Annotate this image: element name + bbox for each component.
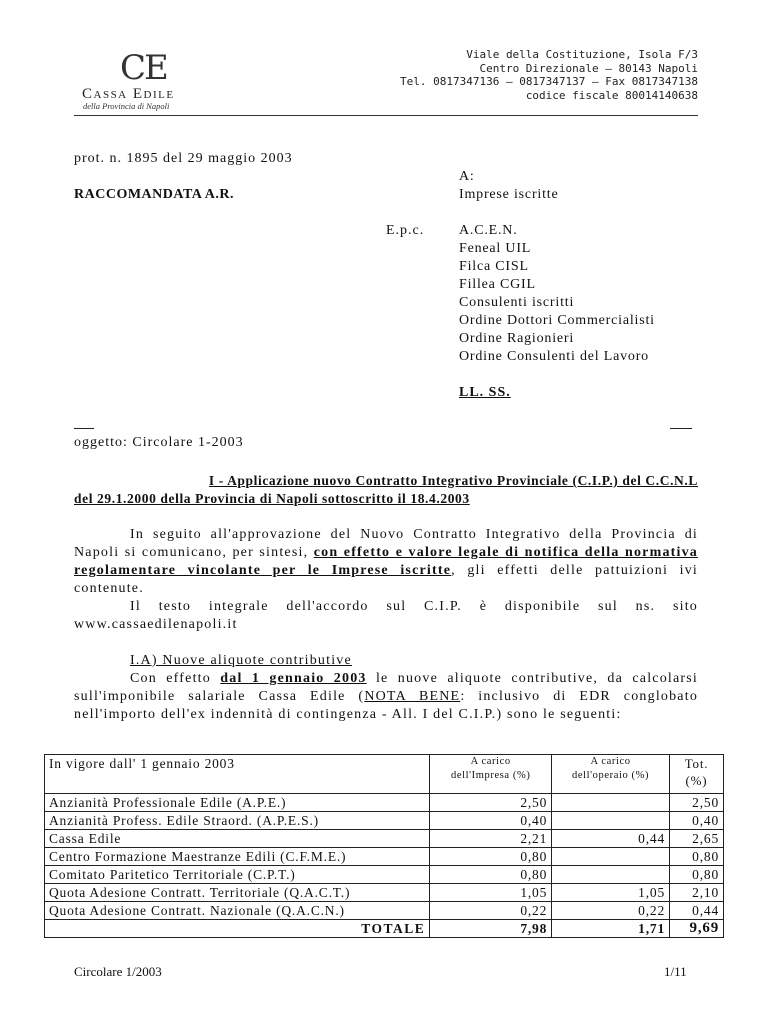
- header-period: In vigore dall' 1 gennaio 2003: [45, 755, 430, 794]
- recipient-item: Fillea CGIL: [459, 277, 536, 292]
- total-label: TOTALE: [45, 920, 430, 938]
- table-total-row: [45, 920, 724, 938]
- protocol-line: prot. n. 1895 del 29 maggio 2003: [74, 151, 293, 166]
- address-line: Centro Direzionale – 80143 Napoli: [479, 61, 698, 75]
- contribution-rates-table: [44, 754, 724, 938]
- row-operaio: 1,05: [552, 884, 670, 902]
- row-impresa: 2,21: [430, 830, 552, 848]
- recipient-a-label: A:: [459, 169, 475, 184]
- header-impresa-l2: dell'Impresa (%): [451, 770, 531, 781]
- paragraph-rates-text: le nuove aliquote contributive, da calcolarsi sull'imponibile salariale Cassa Edile (: [74, 671, 698, 704]
- paragraph-intro-end: , gli effetti delle pattuizioni ivi contenute.: [74, 563, 698, 596]
- header-impresa-l1: A carico: [470, 756, 511, 767]
- nota-bene-label: NOTA BENE: [364, 689, 461, 704]
- legal-effect-emphasis: con effetto e valore legale di notifica della normativa regolamentare vincolante per le Imprese iscritte: [74, 545, 698, 578]
- effective-date-emphasis: dal 1 gennaio 2003: [220, 671, 367, 686]
- row-impresa: 0,80: [430, 866, 552, 884]
- logo-subtitle: della Provincia di Napoli: [83, 101, 170, 111]
- header-total-l2: (%): [685, 773, 708, 788]
- paragraph-rates: [74, 670, 698, 724]
- table-row: [45, 830, 724, 848]
- total-grand: 9,69: [670, 920, 724, 938]
- epc-recipient-list: [459, 222, 655, 366]
- logo-name: Cassa Edile: [82, 86, 175, 102]
- raccomandata-label: RACCOMANDATA A.R.: [74, 187, 235, 202]
- footer-document-name: Circolare 1/2003: [74, 964, 162, 979]
- header-impresa: [430, 755, 552, 794]
- row-operaio: [552, 812, 670, 830]
- row-label: Comitato Paritetico Territoriale (C.P.T.): [45, 866, 430, 884]
- address-block: [400, 48, 698, 102]
- total-operaio: 1,71: [552, 920, 670, 938]
- recipient-item: Consulenti iscritti: [459, 295, 575, 310]
- address-line: Tel. 0817347136 – 0817347137 – Fax 0817347138: [399, 75, 698, 88]
- row-operaio: [552, 794, 670, 812]
- recipient-item: A.C.E.N.: [459, 223, 518, 238]
- table-header-row: [45, 755, 724, 794]
- paragraph-intro: [74, 526, 698, 598]
- row-total: 0,40: [670, 812, 724, 830]
- table-row: [45, 794, 724, 812]
- paragraph-rates-text: : inclusivo di EDR conglobato nell'importo dell'ex indennità di contingenza - All. I del C.I.P.) sono le seguenti:: [74, 689, 699, 722]
- address-line: Viale della Costituzione, Isola F/3: [466, 48, 698, 61]
- row-total: 0,80: [670, 848, 724, 866]
- section-ia-title: I.A) Nuove aliquote contributive: [130, 653, 352, 668]
- row-total: 0,44: [670, 902, 724, 920]
- row-total: 2,65: [670, 830, 724, 848]
- recipient-a: [459, 168, 559, 204]
- row-operaio: 0,44: [552, 830, 670, 848]
- row-impresa: 0,80: [430, 848, 552, 866]
- row-impresa: 2,50: [430, 794, 552, 812]
- heading-line-2: del 29.1.2000 della Provincia di Napoli sottoscritto il 18.4.2003: [74, 491, 470, 506]
- logo-mark: CE: [120, 48, 167, 88]
- table-row: [45, 866, 724, 884]
- row-impresa: 1,05: [430, 884, 552, 902]
- address-line: codice fiscale 80014140638: [525, 88, 698, 102]
- recipient-item: Filca CISL: [459, 259, 529, 274]
- section-heading: [74, 472, 698, 508]
- header-operaio-l2: dell'operaio (%): [572, 770, 650, 781]
- left-stub-rule: [74, 428, 94, 429]
- footer-page-number: 1/11: [664, 964, 687, 979]
- right-stub-rule: [670, 428, 692, 429]
- row-label: Anzianità Profess. Edile Straord. (A.P.E.S.): [45, 812, 430, 830]
- paragraph-website: Il testo integrale dell'accordo sul C.I.P. è disponibile sul ns. sito www.cassaedilenapoli.it: [74, 599, 698, 632]
- header-total: [670, 755, 724, 794]
- row-operaio: [552, 866, 670, 884]
- total-impresa: 7,98: [430, 920, 552, 938]
- recipient-item: Feneal UIL: [459, 241, 532, 256]
- paragraph-rates-text: Con effetto: [130, 671, 221, 686]
- row-total: 2,10: [670, 884, 724, 902]
- header-operaio-l1: A carico: [590, 756, 631, 767]
- recipient-item: Ordine Dottori Commercialisti: [459, 313, 655, 328]
- row-label: Cassa Edile: [45, 830, 430, 848]
- row-impresa: 0,22: [430, 902, 552, 920]
- row-label: Quota Adesione Contratt. Nazionale (Q.A.C.N.): [45, 902, 430, 920]
- row-label: Quota Adesione Contratt. Territoriale (Q.A.C.T.): [45, 884, 430, 902]
- recipient-item: Ordine Ragionieri: [459, 331, 575, 346]
- header-divider: [74, 115, 698, 116]
- row-label: Centro Formazione Maestranze Edili (C.F.M.E.): [45, 848, 430, 866]
- recipient-item: Ordine Consulenti del Lavoro: [459, 349, 649, 364]
- heading-line-1: I - Applicazione nuovo Contratto Integrativo Provinciale (C.I.P.) del C.C.N.L: [208, 473, 698, 488]
- header-total-l1: Tot.: [684, 756, 709, 771]
- row-total: 2,50: [670, 794, 724, 812]
- row-label: Anzianità Professionale Edile (A.P.E.): [45, 794, 430, 812]
- table-row: [45, 848, 724, 866]
- subject-line: oggetto: Circolare 1-2003: [74, 435, 244, 450]
- table-row: [45, 902, 724, 920]
- row-operaio: 0,22: [552, 902, 670, 920]
- paragraph-intro-text: In seguito all'approvazione del Nuovo Contratto Integrativo della Provincia di Napoli si comunicano, per sintesi,: [74, 527, 698, 560]
- row-total: 0,80: [670, 866, 724, 884]
- epc-label: E.p.c.: [386, 223, 425, 238]
- table-row: [45, 812, 724, 830]
- recipient-a-value: Imprese iscritte: [459, 187, 559, 202]
- row-operaio: [552, 848, 670, 866]
- table-row: [45, 884, 724, 902]
- row-impresa: 0,40: [430, 812, 552, 830]
- ll-ss-label: LL. SS.: [459, 385, 511, 400]
- header-operaio: [552, 755, 670, 794]
